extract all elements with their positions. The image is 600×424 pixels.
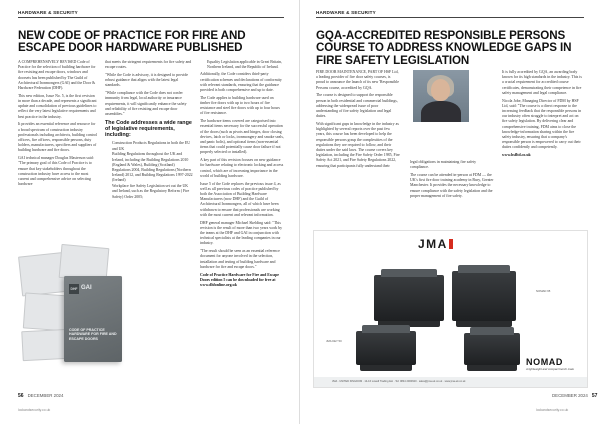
footer-url: lockandsecurity.co.uk: [18, 408, 51, 412]
list-item: • Equality Legislation applicable in Great Britain, Northern Ireland, and the Republic of Ireland.: [207, 60, 284, 70]
footer-url: lockandsecurity.co.uk: [536, 408, 569, 412]
product-label: JMA KEY 50: [326, 339, 342, 343]
issue-date: DECEMBER 2024: [552, 393, 588, 398]
logo-accent: [449, 239, 453, 249]
section-label: HARDWARE & SECURITY: [18, 10, 78, 15]
text-column-2: [410, 160, 494, 228]
download-note: Code of Practice Hardware for Fire and Escape Doors edition 5 can be downloaded for free at www.dhfonline.org.uk: [200, 272, 279, 288]
website-link[interactable]: www.hsfltd.co.uk: [502, 153, 531, 158]
paragraph: With significant gaps in knowledge in the industry as highlighted by several reports over the past few years, this course has been developed to help the responsible persons grasp the complexities of the regulations they are required to follow, and their duties under the said laws. The course covers key legislation, including the Fire Safety Order 1985, Fire Safety Act 2021, and Fire Safety Regulations 2022, ensuring that participants fully understand their: [316, 122, 400, 168]
paragraph: Nicola Jobe, Managing Director of FDM by HSF Ltd, said: "The course is a direct response to the increasing feedback that the responsible persons in our industry often struggle to interpret and act on fire safety legislation. By delivering clear and comprehensive training, FDM aims to close the knowledge-information sharing within the fire safety industry, ensuring that a company's responsible person is empowered to carry out their duties confidently and competently.: [502, 98, 582, 150]
text-column-1: [18, 60, 98, 242]
text-column-1: [316, 70, 400, 228]
text-column-2: [105, 60, 193, 300]
machine-top: [470, 327, 515, 335]
header-rule: [316, 17, 584, 18]
text-column-3: [502, 70, 584, 228]
section-label: HARDWARE & SECURITY: [316, 10, 376, 15]
key-machine-left: [374, 275, 444, 321]
machine-tray: [467, 365, 516, 371]
machine-tray: [360, 365, 413, 371]
paragraph: It provides an essential reference and resource for a broad spectrum of construction industry professionals including architects, building control officers, fire officers, responsible persons, duty holders, manufacturers, specifiers and suppliers of building hardware and fire doors.: [18, 122, 97, 153]
paragraph: "The result should be seen as an essential reference document for anyone involved in the selection, installation and testing of building hardware and hardware for fire and escape doors.": [200, 249, 280, 269]
paragraph: This new edition, Issue No. 5, is the first revision in more than a decade, and represents a significant update and consolidation of previous guidelines to reflect the very latest legislative requirements and best practice in the industry.: [18, 93, 97, 119]
code-of-practice-book-cover: [64, 276, 122, 362]
managing-director-portrait: [413, 70, 469, 122]
code-of-practice-illustration: [20, 246, 118, 364]
paragraph: GAI technical manager Douglas Masterson said: "The primary goal of this Code of Practice is to ensure that key stakeholders throughout the construction industry have access to the most current and comprehensive advice on selecting hardware: [18, 156, 94, 187]
article-title: NEW CODE OF PRACTICE FOR FIRE AND ESCAPE DOOR HARDWARE PUBLISHED: [18, 29, 246, 55]
paragraph: The hardware items covered are categorised into essential items necessary for the successful operation of the doors (such as pivots and hinges, door closing devices, latch or locks, ironmongery and smoke seals, and panic bolts), and optional items (non-essential items that could potentially cause door failure if not properly selected or installed).: [200, 119, 284, 155]
page-footer: [18, 393, 63, 399]
right-page: [300, 0, 600, 424]
portrait-face: [431, 79, 450, 101]
paragraph: FIRE DOOR MAINTENANCE, PART OF HSF Ltd, a leading provider of fire door safety courses, is proud to announce the launch of its new 'Responsible Persons course, accredited by GQA.: [316, 70, 400, 90]
list-item: • Construction Products Regulations in both the EU and UK: [112, 141, 193, 151]
product-tagline: A lightweight and compact bench mate: [526, 367, 574, 371]
jma-logo: [418, 237, 453, 251]
paragraph: that meets the stringent requirements for fire safety and escape routes.: [105, 60, 192, 70]
book-title: CODE OF PRACTICE HARDWARE FOR FIRE AND ESCAPE DOORS: [69, 328, 117, 341]
text-column-3: [200, 60, 284, 388]
key-machine-centre: [452, 271, 516, 321]
machine-top: [458, 265, 509, 273]
paragraph: Issue 5 of the Code replaces the previous issue 4, as well as all previous codes of practice published by both the Association of Building Hardware Manufacturers (now DHF) and the Guild of Architectural Ironmongers, all of which have been withdrawn to ensure that professionals are working with the most current and relevant information.: [200, 181, 281, 217]
paragraph: The course can be attended in-person at FDM — the UK's first fire door training academy in Bury, Greater Manchester. It provides the necessary knowledge to ensure compliance with the safety legislation and the proper management of fire safety.: [410, 173, 494, 198]
paragraph: "While compliance with the Code does not confer immunity from legal, local authority or insurance requirements, it will significantly enhance the safety and reliability of fire resisting and escape door assemblies.": [105, 91, 187, 117]
paragraph: The Code applies to building hardware used on timber fire doors with up to two hours of fire resistance and steel fire doors with up to four hours of fire resistance.: [200, 95, 280, 116]
brand-text: JMA: [418, 237, 448, 251]
page-number: 56: [18, 393, 24, 399]
paragraph: DHF general manager Michael Skelding said: "This revision is the result of more than two years work by the teams at the DHF and GAI in conjunction with technical specialists at the leading companies in our industry.: [200, 220, 283, 246]
page-number: 57: [591, 393, 598, 399]
issue-date: DECEMBER 2024: [27, 393, 64, 398]
key-machine-bottom: [356, 331, 416, 365]
page-footer: [552, 393, 597, 399]
paragraph: It is fully accredited by GQA, an awarding body known for its high standards in the industry. This is a crucial requirement for accredited course certificates, demonstrating their competence in fire safety management and legal compliance.: [502, 70, 582, 95]
article-title: GQA-ACCREDITED RESPONSIBLE PERSONS COURSE TO ADDRESS KNOWLEDGE GAPS IN FIRE SAFETY LEGISLATION: [316, 29, 572, 67]
paragraph: The course is designed to support the responsible person in both residential and commercial buildings, addressing the widespread issue of poor understanding of fire safety legislation and legal duties.: [316, 93, 398, 119]
portrait-body: [421, 101, 461, 122]
key-machine-nomad: [464, 333, 520, 365]
legislation-list-cont: [200, 60, 284, 70]
advert-contact-bar: JMA · UNITED KINGDOM · 14-16 Lowell Trading Est · Tel: 0844 2000620 · sales@jma-uk.co.uk · www.jma-uk.co.uk: [314, 377, 587, 387]
machine-top: [362, 325, 410, 333]
paragraph: Additionally, the Code considers third-party certification schemes and declarations of conformity with relevant standards, ensuring that the guidance provided is both comprehensive and up to date.: [200, 72, 282, 93]
subheading: The Code addresses a wide range of legislative requirements, including:: [105, 119, 192, 139]
paragraph: A key part of this revision focuses on new guidance for hardware relating to electronic locking and access control, which are of increasing importance in the world of building hardware.: [200, 158, 284, 178]
product-name: NOMAD: [526, 357, 563, 367]
legislation-list: [105, 141, 193, 199]
list-item: • Building Regulations throughout the UK and Ireland, including the Building Regulations 2010 (England & Wales), Building (Scotland) Regulations 2004, Building Regulations (Northern Ireland) 2012, and Building Regulations 1997-2022 (Ireland): [112, 152, 193, 183]
machine-top: [381, 269, 437, 277]
paragraph: legal obligations in maintaining fire safety compliance.: [410, 160, 477, 170]
jma-advertisement: [313, 230, 588, 388]
header-rule: [18, 17, 284, 18]
list-item: • Workplace fire Safety Legislation set out the UK and Ireland, such as the Regulatory Reform ( Fire Safety) Order 2005;: [112, 184, 193, 200]
paragraph: "While the Code is advisory, it is designed to provide robust guidance that aligns with the latest legal standards.: [105, 73, 189, 88]
paragraph: A COMPREHENSIVELY REVISED Code of Practice for the selection of building hardware for fire resisting and escape doors, windows and doorsets has been published by The Guild of Architectural Ironmongers (GAI) and the Door & Hardware Federation (DHF).: [18, 60, 96, 91]
product-label: NOMAD 65: [536, 289, 551, 293]
gai-logo: GAI: [81, 285, 92, 291]
dhf-logo: DHF: [69, 284, 79, 294]
